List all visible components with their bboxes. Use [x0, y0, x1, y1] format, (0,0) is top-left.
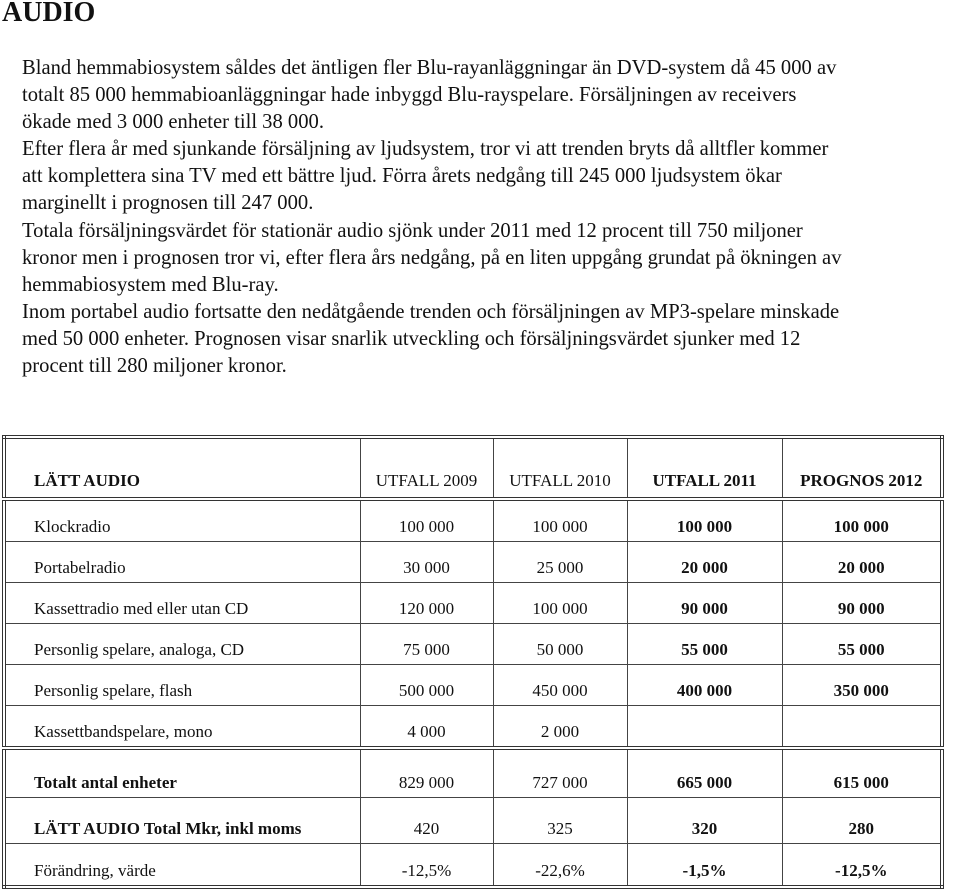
cell: 20 000 [782, 542, 942, 583]
cell: -1,5% [627, 844, 782, 888]
cell: 100 000 [627, 499, 782, 542]
row-label: Klockradio [4, 499, 360, 542]
cell [627, 706, 782, 749]
text-line: hemmabiosystem med Blu-ray. [22, 273, 279, 296]
header-2009: UTFALL 2009 [360, 437, 493, 499]
cell: 450 000 [493, 665, 627, 706]
page-title: AUDIO [2, 0, 96, 28]
cell: 90 000 [782, 583, 942, 624]
cell: 50 000 [493, 624, 627, 665]
cell: 30 000 [360, 542, 493, 583]
cell: 420 [360, 798, 493, 844]
table-row [4, 665, 942, 706]
cell: 500 000 [360, 665, 493, 706]
header-2011: UTFALL 2011 [627, 437, 782, 499]
row-label: Förändring, värde [4, 844, 360, 888]
header-2012: PROGNOS 2012 [782, 437, 942, 499]
body-text [22, 55, 842, 380]
text-line: Totala försäljningsvärdet för stationär audio sjönk under 2011 med 12 procent till 750 miljoner [22, 219, 803, 242]
cell: 100 000 [493, 583, 627, 624]
cell: 4 000 [360, 706, 493, 749]
total-value-row [4, 798, 942, 844]
value-change-row [4, 844, 942, 888]
cell: 100 000 [493, 499, 627, 542]
row-label: Kassettbandspelare, mono [4, 706, 360, 749]
text-line: Bland hemmabiosystem såldes det äntligen fler Blu-rayanläggningar än DVD-system då 45 000 av [22, 57, 837, 79]
cell: 829 000 [360, 748, 493, 798]
cell: 350 000 [782, 665, 942, 706]
text-line: Inom portabel audio fortsatte den nedåtgående trenden och försäljningen av MP3-spelare minskade [22, 300, 840, 323]
table-row [4, 583, 942, 624]
text-line: procent till 280 miljoner kronor. [22, 355, 287, 378]
header-category: LÄTT AUDIO [4, 437, 360, 499]
cell: 400 000 [627, 665, 782, 706]
text-line: totalt 85 000 hemmabioanläggningar hade inbyggd Blu-rayspelare. Försäljningen av receivers [22, 84, 797, 107]
audio-sales-table [2, 435, 944, 889]
cell: 325 [493, 798, 627, 844]
cell: 20 000 [627, 542, 782, 583]
cell: 280 [782, 798, 942, 844]
cell: 100 000 [360, 499, 493, 542]
row-label: Kassettradio med eller utan CD [4, 583, 360, 624]
table-row [4, 706, 942, 749]
text-line: kronor men i prognosen tror vi, efter flera års nedgång, på en liten uppgång grundat på ökningen av [22, 246, 842, 269]
row-label: Totalt antal enheter [4, 748, 360, 798]
cell: 55 000 [627, 624, 782, 665]
cell: 120 000 [360, 583, 493, 624]
row-label: Portabelradio [4, 542, 360, 583]
text-line: med 50 000 enheter. Prognosen visar snarlik utveckling och försäljningsvärdet sjunker med 12 [22, 327, 801, 350]
header-2010: UTFALL 2010 [493, 437, 627, 499]
cell: 320 [627, 798, 782, 844]
cell: -12,5% [360, 844, 493, 888]
cell: 25 000 [493, 542, 627, 583]
table-row [4, 624, 942, 665]
text-line: att komplettera sina TV med ett bättre ljud. Förra årets nedgång till 245 000 ljudsystem ökar [22, 165, 782, 188]
row-label: Personlig spelare, flash [4, 665, 360, 706]
table-row [4, 499, 942, 542]
cell: -12,5% [782, 844, 942, 888]
cell: 55 000 [782, 624, 942, 665]
row-label: Personlig spelare, analoga, CD [4, 624, 360, 665]
cell: 90 000 [627, 583, 782, 624]
cell: 2 000 [493, 706, 627, 749]
cell [782, 706, 942, 749]
cell: 100 000 [782, 499, 942, 542]
row-label: LÄTT AUDIO Total Mkr, inkl moms [4, 798, 360, 844]
cell: 615 000 [782, 748, 942, 798]
text-line: marginellt i prognosen till 247 000. [22, 192, 314, 215]
text-line: Efter flera år med sjunkande försäljning av ljudsystem, tror vi att trenden bryts då alltfler kommer [22, 138, 829, 161]
cell: -22,6% [493, 844, 627, 888]
cell: 665 000 [627, 748, 782, 798]
cell: 75 000 [360, 624, 493, 665]
total-units-row [4, 748, 942, 798]
text-line: ökade med 3 000 enheter till 38 000. [22, 111, 324, 134]
cell: 727 000 [493, 748, 627, 798]
table-row [4, 542, 942, 583]
table-header-row [4, 437, 942, 499]
